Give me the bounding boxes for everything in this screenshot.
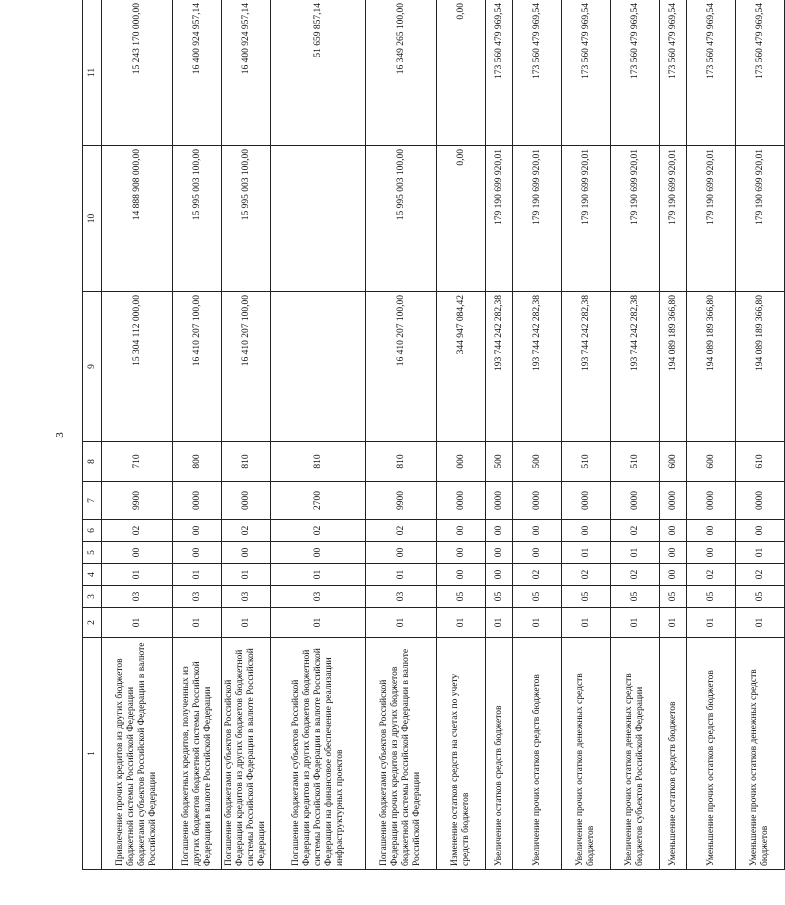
table-row	[173, 0, 222, 870]
row-name-cell: Увеличение остатков средств бюджетов	[486, 638, 513, 870]
code-cell: 00	[437, 564, 486, 586]
code-cell: 01	[271, 608, 366, 638]
code-cell: 01	[366, 608, 437, 638]
code-cell: 01	[222, 608, 271, 638]
code-cell: 05	[437, 586, 486, 608]
code-cell: 2700	[271, 482, 366, 520]
code-cell: 00	[687, 520, 736, 542]
code-cell: 0000	[660, 482, 687, 520]
code-cell: 00	[486, 520, 513, 542]
code-cell: 000	[437, 442, 486, 482]
amount-cell: 16 349 265 100,00	[366, 0, 437, 146]
amount-cell: 14 888 908 000,00	[102, 146, 173, 292]
row-name-cell: Уменьшение прочих остатков средств бюджетов	[687, 638, 736, 870]
code-cell: 01	[102, 608, 173, 638]
code-cell: 05	[562, 586, 611, 608]
column-header: 8	[83, 442, 102, 482]
code-cell: 00	[562, 520, 611, 542]
code-cell: 03	[173, 586, 222, 608]
code-cell: 02	[271, 520, 366, 542]
column-header: 6	[83, 520, 102, 542]
code-cell: 01	[562, 542, 611, 564]
code-cell: 00	[513, 542, 562, 564]
amount-cell: 0,00	[437, 146, 486, 292]
table-row	[486, 0, 513, 870]
code-cell: 01	[736, 608, 785, 638]
code-cell: 0000	[513, 482, 562, 520]
code-cell: 00	[660, 520, 687, 542]
code-cell: 05	[486, 586, 513, 608]
amount-cell: 173 560 479 969,54	[611, 0, 660, 146]
table-row	[222, 0, 271, 870]
row-name-cell: Изменение остатков средств на счетах по учету средств бюджетов	[437, 638, 486, 870]
code-cell: 03	[102, 586, 173, 608]
amount-cell: 0,00	[437, 0, 486, 146]
column-header: 7	[83, 482, 102, 520]
table-row	[660, 0, 687, 870]
amount-cell: 51 659 857,14	[271, 0, 366, 146]
code-cell: 02	[513, 564, 562, 586]
row-name-cell: Уменьшение прочих остатков денежных средств бюджетов	[736, 638, 785, 870]
code-cell: 01	[611, 542, 660, 564]
amount-cell: 16 410 207 100,00	[366, 292, 437, 442]
code-cell: 05	[736, 586, 785, 608]
table-row	[611, 0, 660, 870]
code-cell: 05	[513, 586, 562, 608]
column-header: 4	[83, 564, 102, 586]
row-name-cell: Увеличение прочих остатков денежных средств бюджетов субъектов Российской Федерации	[611, 638, 660, 870]
code-cell: 02	[611, 564, 660, 586]
amount-cell: 179 190 699 920,01	[611, 146, 660, 292]
code-cell: 01	[173, 564, 222, 586]
code-cell: 01	[173, 608, 222, 638]
amount-cell: 173 560 479 969,54	[562, 0, 611, 146]
code-cell: 05	[660, 586, 687, 608]
code-cell: 0000	[173, 482, 222, 520]
code-cell: 01	[562, 608, 611, 638]
code-cell: 00	[513, 520, 562, 542]
code-cell: 810	[222, 442, 271, 482]
code-cell: 00	[660, 542, 687, 564]
code-cell: 810	[366, 442, 437, 482]
code-cell: 0000	[736, 482, 785, 520]
amount-cell: 193 744 242 282,38	[611, 292, 660, 442]
row-name-cell: Увеличение прочих остатков денежных средств бюджетов	[562, 638, 611, 870]
row-name-cell: Уменьшение остатков средств бюджетов	[660, 638, 687, 870]
code-cell: 01	[222, 564, 271, 586]
code-cell: 510	[611, 442, 660, 482]
amount-cell: 15 304 112 000,00	[102, 292, 173, 442]
code-cell: 0000	[486, 482, 513, 520]
code-cell: 610	[736, 442, 785, 482]
table-row	[102, 0, 173, 870]
code-cell: 600	[660, 442, 687, 482]
amount-cell: 15 995 003 100,00	[366, 146, 437, 292]
code-cell: 01	[437, 608, 486, 638]
table-header-row	[83, 0, 102, 870]
code-cell: 0000	[611, 482, 660, 520]
row-name-cell: Привлечение прочих кредитов из других бюджетов бюджетной системы Российской Федерации бюджетами субъектов Российской Федерации в валюте Российской Федерации	[102, 638, 173, 870]
code-cell: 02	[102, 520, 173, 542]
row-name-cell: Увеличение прочих остатков средств бюджетов	[513, 638, 562, 870]
code-cell: 02	[366, 520, 437, 542]
budget-sources-table	[82, 0, 785, 870]
code-cell: 500	[513, 442, 562, 482]
amount-cell: 15 995 003 100,00	[173, 146, 222, 292]
code-cell: 01	[687, 608, 736, 638]
amount-cell	[271, 292, 366, 442]
rotated-content	[42, 0, 770, 870]
code-cell: 03	[366, 586, 437, 608]
code-cell: 00	[486, 542, 513, 564]
code-cell: 00	[173, 520, 222, 542]
code-cell: 01	[660, 608, 687, 638]
code-cell: 00	[660, 564, 687, 586]
code-cell: 0000	[437, 482, 486, 520]
row-name-cell: Погашение бюджетами субъектов Российской Федерации прочих кредитов из других бюджетов бюджетной системы Российской Федерации в валюте Российской Федерации	[366, 638, 437, 870]
column-header: 10	[83, 146, 102, 292]
row-name-cell: Погашение бюджетами субъектов Российской Федерации кредитов из других бюджетов бюджетной системы Российской Федерации в валюте Российской Федерации	[222, 638, 271, 870]
code-cell: 00	[437, 520, 486, 542]
amount-cell: 194 089 189 366,80	[736, 292, 785, 442]
amount-cell: 173 560 479 969,54	[660, 0, 687, 146]
code-cell: 01	[513, 608, 562, 638]
amount-cell: 193 744 242 282,38	[562, 292, 611, 442]
code-cell: 05	[687, 586, 736, 608]
table-row	[513, 0, 562, 870]
amount-cell: 15 243 170 000,00	[102, 0, 173, 146]
code-cell: 00	[222, 542, 271, 564]
code-cell: 500	[486, 442, 513, 482]
code-cell: 02	[736, 564, 785, 586]
code-cell: 00	[486, 564, 513, 586]
amount-cell: 15 995 003 100,00	[222, 146, 271, 292]
code-cell: 00	[271, 542, 366, 564]
code-cell: 02	[222, 520, 271, 542]
table-row	[366, 0, 437, 870]
code-cell: 01	[611, 608, 660, 638]
amount-cell: 16 410 207 100,00	[173, 292, 222, 442]
code-cell: 01	[366, 564, 437, 586]
column-header: 2	[83, 608, 102, 638]
column-header: 9	[83, 292, 102, 442]
code-cell: 9900	[102, 482, 173, 520]
code-cell: 800	[173, 442, 222, 482]
code-cell: 01	[102, 564, 173, 586]
code-cell: 00	[437, 542, 486, 564]
code-cell: 02	[687, 564, 736, 586]
code-cell: 00	[102, 542, 173, 564]
code-cell: 03	[271, 586, 366, 608]
amount-cell: 179 190 699 920,01	[513, 146, 562, 292]
code-cell: 0000	[222, 482, 271, 520]
code-cell: 710	[102, 442, 173, 482]
column-header: 3	[83, 586, 102, 608]
amount-cell: 179 190 699 920,01	[660, 146, 687, 292]
code-cell: 0000	[687, 482, 736, 520]
code-cell: 02	[562, 564, 611, 586]
amount-cell: 173 560 479 969,54	[486, 0, 513, 146]
amount-cell	[271, 146, 366, 292]
amount-cell: 179 190 699 920,01	[486, 146, 513, 292]
code-cell: 02	[611, 520, 660, 542]
code-cell: 810	[271, 442, 366, 482]
amount-cell: 193 744 242 282,38	[486, 292, 513, 442]
code-cell: 01	[486, 608, 513, 638]
code-cell: 600	[687, 442, 736, 482]
amount-cell: 344 947 084,42	[437, 292, 486, 442]
column-header: 1	[83, 638, 102, 870]
amount-cell: 173 560 479 969,54	[736, 0, 785, 146]
code-cell: 00	[366, 542, 437, 564]
code-cell: 03	[222, 586, 271, 608]
amount-cell: 179 190 699 920,01	[687, 146, 736, 292]
amount-cell: 16 400 924 957,14	[222, 0, 271, 146]
code-cell: 01	[271, 564, 366, 586]
code-cell: 9900	[366, 482, 437, 520]
row-name-cell: Погашение бюджетных кредитов, полученных из других бюджетов бюджетной системы Российской Федерации в валюте Российской Федерации	[173, 638, 222, 870]
code-cell: 01	[736, 542, 785, 564]
code-cell: 00	[736, 520, 785, 542]
code-cell: 510	[562, 442, 611, 482]
amount-cell: 179 190 699 920,01	[736, 146, 785, 292]
amount-cell: 194 089 189 366,80	[687, 292, 736, 442]
table-row	[562, 0, 611, 870]
table-row	[271, 0, 366, 870]
code-cell: 00	[687, 542, 736, 564]
code-cell: 05	[611, 586, 660, 608]
amount-cell: 173 560 479 969,54	[513, 0, 562, 146]
column-header: 5	[83, 542, 102, 564]
table-row	[687, 0, 736, 870]
amount-cell: 194 089 189 366,80	[660, 292, 687, 442]
table-row	[437, 0, 486, 870]
amount-cell: 16 410 207 100,00	[222, 292, 271, 442]
amount-cell: 193 744 242 282,38	[513, 292, 562, 442]
page-number: 3	[54, 432, 66, 438]
table-row	[736, 0, 785, 870]
code-cell: 00	[173, 542, 222, 564]
code-cell: 0000	[562, 482, 611, 520]
row-name-cell: Погашение бюджетами субъектов Российской Федерации кредитов из других бюджетов бюджетной системы Российской Федерации в валюте Российской Федерации на финансовое обеспечение реализации инфраструктурных проектов	[271, 638, 366, 870]
column-header: 11	[83, 0, 102, 146]
amount-cell: 16 400 924 957,14	[173, 0, 222, 146]
amount-cell: 179 190 699 920,01	[562, 146, 611, 292]
amount-cell: 173 560 479 969,54	[687, 0, 736, 146]
